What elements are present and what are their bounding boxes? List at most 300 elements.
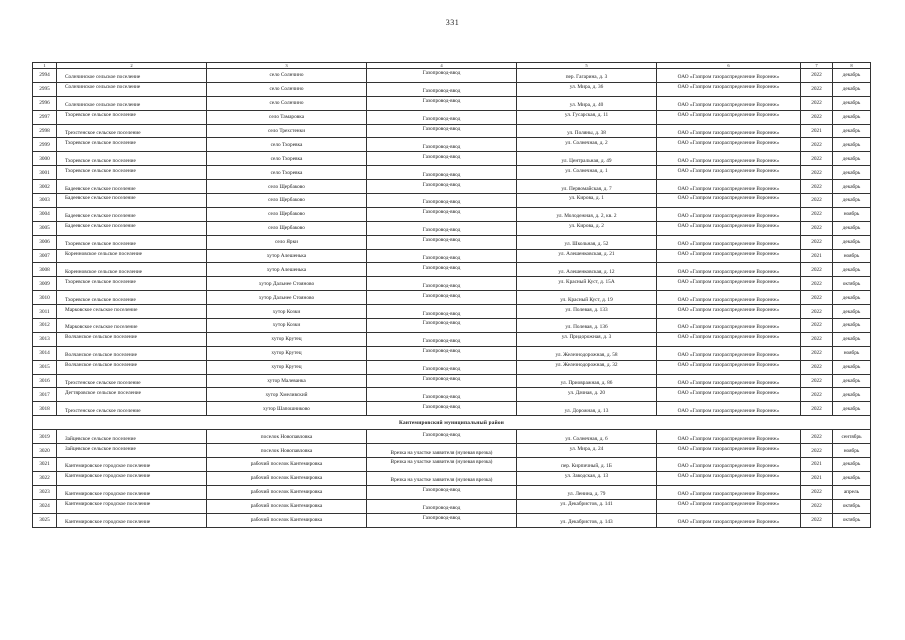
year: 2022 xyxy=(811,239,822,246)
year: 2022 xyxy=(811,447,822,454)
table-row xyxy=(33,360,871,374)
owner-organization-cell xyxy=(657,277,801,291)
infrastructure-object: Газопровод-ввод xyxy=(422,310,461,317)
table-row xyxy=(33,152,871,166)
infrastructure-object-cell xyxy=(367,471,517,485)
owner-organization-cell xyxy=(657,444,801,458)
month-cell xyxy=(833,263,871,277)
settlement-name-cell xyxy=(57,485,207,499)
settlement-name-cell xyxy=(57,96,207,110)
settlement-name-cell xyxy=(57,291,207,305)
table-row xyxy=(33,82,871,96)
locality-name-cell xyxy=(207,249,367,263)
month-cell xyxy=(833,360,871,374)
row-number-cell xyxy=(33,124,57,138)
row-number-cell xyxy=(33,513,57,527)
month: декабрь xyxy=(842,378,861,385)
infrastructure-object: Газопровод-ввод xyxy=(422,171,461,178)
owner-organization-cell xyxy=(657,124,801,138)
month-cell xyxy=(833,388,871,402)
row-number: 3008 xyxy=(39,266,50,273)
infrastructure-object-cell xyxy=(367,124,517,138)
owner-organization-cell xyxy=(657,96,801,110)
locality-name-cell xyxy=(207,513,367,527)
locality-name-cell xyxy=(207,82,367,96)
table-row xyxy=(33,277,871,291)
infrastructure-object-cell xyxy=(367,360,517,374)
year: 2022 xyxy=(811,114,822,121)
owner-organization-cell xyxy=(657,402,801,416)
address: ул. Поляны, д. 38 xyxy=(567,130,606,136)
settlement-name: Кантемировское городское поселение xyxy=(65,501,151,508)
year-cell xyxy=(801,430,833,444)
infrastructure-object: Газопровод-ввод xyxy=(422,70,461,77)
owner-organization: ОАО «Газпром газораспределение Воронеж» xyxy=(677,352,780,359)
month-cell xyxy=(833,96,871,110)
row-number-cell xyxy=(33,305,57,319)
settlement-name: Трехстенское сельское поселение xyxy=(65,130,141,136)
table-row xyxy=(33,110,871,124)
settlement-name-cell xyxy=(57,319,207,333)
month: декабрь xyxy=(842,114,861,121)
infrastructure-object: Газопровод-ввод xyxy=(422,282,461,289)
settlement-name-cell xyxy=(57,305,207,319)
month: декабрь xyxy=(842,475,861,482)
table-row xyxy=(33,69,871,83)
address-cell xyxy=(517,194,657,208)
locality-name: село Тхоревка xyxy=(270,155,303,162)
address-cell xyxy=(517,305,657,319)
infrastructure-object: Газопровод-ввод xyxy=(422,209,461,216)
row-number-cell xyxy=(33,471,57,485)
table-row xyxy=(33,180,871,194)
column-number: 7 xyxy=(801,63,833,69)
row-number-cell xyxy=(33,82,57,96)
address-cell xyxy=(517,291,657,305)
address-cell xyxy=(517,235,657,249)
owner-organization: ОАО «Газпром газораспределение Воронеж» xyxy=(677,324,780,331)
row-number: 3011 xyxy=(39,308,50,315)
month: апрель xyxy=(843,489,860,496)
address: ул. Молодежная, д. 2, кв. 2 xyxy=(556,213,617,220)
owner-organization-cell xyxy=(657,235,801,249)
row-number-cell xyxy=(33,249,57,263)
address-cell xyxy=(517,166,657,180)
month: декабрь xyxy=(842,141,861,148)
year-cell xyxy=(801,346,833,360)
row-number-cell xyxy=(33,96,57,110)
year: 2022 xyxy=(811,183,822,190)
month: декабрь xyxy=(842,322,861,329)
month-cell xyxy=(833,291,871,305)
owner-organization-cell xyxy=(657,360,801,374)
year: 2022 xyxy=(811,336,822,343)
table-row xyxy=(33,319,871,333)
settlement-name-cell xyxy=(57,138,207,152)
row-number: 3015 xyxy=(39,364,50,371)
settlement-name-cell xyxy=(57,374,207,388)
row-number: 2999 xyxy=(39,141,50,148)
locality-name: хутор Козки xyxy=(272,308,301,315)
settlement-name-cell xyxy=(57,194,207,208)
owner-organization-cell xyxy=(657,69,801,83)
locality-name: село Тхоревка xyxy=(270,169,303,176)
infrastructure-object-cell xyxy=(367,138,517,152)
month-cell xyxy=(833,235,871,249)
owner-organization: ОАО «Газпром газораспределение Воронеж» xyxy=(677,213,780,220)
year-cell xyxy=(801,458,833,472)
owner-organization-cell xyxy=(657,82,801,96)
year: 2022 xyxy=(811,197,822,204)
settlement-name: Волчанское сельское поселение xyxy=(65,334,137,341)
locality-name-cell xyxy=(207,207,367,221)
month-cell xyxy=(833,458,871,472)
section-header-row xyxy=(33,416,871,430)
locality-name: хутор Козки xyxy=(272,322,301,329)
row-number: 3024 xyxy=(39,503,50,510)
settlement-name: Трехстенское сельское поселение xyxy=(65,380,141,387)
address: ул. Солнечная, д. 2 xyxy=(565,139,608,146)
year-cell xyxy=(801,110,833,124)
row-number: 2997 xyxy=(39,114,50,121)
settlement-name: Коренновское сельское поселение xyxy=(65,251,143,258)
year-cell xyxy=(801,69,833,83)
infrastructure-object: Газопровод-ввод xyxy=(422,264,461,271)
month: декабрь xyxy=(842,405,861,412)
settlement-name: Коренновское сельское поселение xyxy=(65,268,143,275)
row-number: 3022 xyxy=(39,475,50,482)
owner-organization: ОАО «Газпром газораспределение Воронеж» xyxy=(677,278,780,285)
row-number: 2996 xyxy=(39,100,50,107)
address-cell xyxy=(517,124,657,138)
year: 2022 xyxy=(811,280,822,287)
month-cell xyxy=(833,207,871,221)
settlement-name-cell xyxy=(57,430,207,444)
address-cell xyxy=(517,513,657,527)
month: декабрь xyxy=(842,183,861,190)
year: 2022 xyxy=(811,503,822,510)
infrastructure-object-cell xyxy=(367,346,517,360)
month-cell xyxy=(833,471,871,485)
address: ул. Мира, д. 24 xyxy=(569,445,604,452)
settlement-name-cell xyxy=(57,221,207,235)
owner-organization: ОАО «Газпром газораспределение Воронеж» xyxy=(677,251,780,258)
year: 2022 xyxy=(811,294,822,301)
month: декабрь xyxy=(842,155,861,162)
year: 2022 xyxy=(811,433,822,440)
column-number: 8 xyxy=(833,63,871,69)
year-cell xyxy=(801,124,833,138)
settlement-name-cell xyxy=(57,166,207,180)
infrastructure-object-cell xyxy=(367,485,517,499)
owner-organization-cell xyxy=(657,499,801,513)
infrastructure-object: Газопровод-ввод xyxy=(422,487,461,494)
address-cell xyxy=(517,319,657,333)
locality-name: село Ярки xyxy=(275,239,298,246)
infrastructure-object-cell xyxy=(367,319,517,333)
month-cell xyxy=(833,430,871,444)
owner-organization: ОАО «Газпром газораспределение Воронеж» xyxy=(677,491,780,498)
locality-name: село Трехстенки xyxy=(267,128,306,134)
owner-organization-cell xyxy=(657,263,801,277)
address: ул. Декабристов, д. 141 xyxy=(560,501,613,508)
address-cell xyxy=(517,499,657,513)
locality-name-cell xyxy=(207,96,367,110)
owner-organization-cell xyxy=(657,388,801,402)
owner-organization: ОАО «Газпром газораспределение Воронеж» xyxy=(677,463,780,470)
infrastructure-object: Газопровод-ввод xyxy=(422,116,461,123)
settlement-name: Бадеевское сельское поселение xyxy=(65,195,136,202)
row-number-cell xyxy=(33,235,57,249)
year-cell xyxy=(801,499,833,513)
settlement-name: Бадеевское сельское поселение xyxy=(65,213,136,220)
row-number-cell xyxy=(33,152,57,166)
owner-organization: ОАО «Газпром газораспределение Воронеж» xyxy=(677,130,780,136)
row-number: 2998 xyxy=(39,128,50,134)
locality-name: рабочий поселок Кантемировка xyxy=(250,461,323,468)
locality-name: хутор Хмеливский xyxy=(265,391,308,398)
settlement-name: Трехстенское сельское поселение xyxy=(65,407,141,414)
settlement-name-cell xyxy=(57,277,207,291)
owner-organization: ОАО «Газпром газораспределение Воронеж» xyxy=(677,445,780,452)
row-number-cell xyxy=(33,319,57,333)
table-row xyxy=(33,499,871,513)
owner-organization: ОАО «Газпром газораспределение Воронеж» xyxy=(677,112,780,119)
row-number-cell xyxy=(33,499,57,513)
table-row xyxy=(33,263,871,277)
row-number-cell xyxy=(33,360,57,374)
row-number: 3018 xyxy=(39,405,50,412)
column-number: 4 xyxy=(367,63,517,69)
owner-organization: ОАО «Газпром газораспределение Воронеж» xyxy=(677,102,780,109)
column-number: 6 xyxy=(657,63,801,69)
address: ул. Полевая, д. 133 xyxy=(565,306,608,313)
month: декабрь xyxy=(842,461,861,468)
column-number: 1 xyxy=(33,63,57,69)
address: ул. Первомайская, д. 7 xyxy=(561,185,612,192)
locality-name: село Щербаково xyxy=(268,197,305,204)
infrastructure-object: Врезка на участке заявителя (нулевая врезка) xyxy=(390,449,493,456)
year: 2022 xyxy=(811,350,822,357)
address: ул. Гусарская, д. 11 xyxy=(564,112,609,119)
infrastructure-object-cell xyxy=(367,82,517,96)
column-number: 5 xyxy=(517,63,657,69)
owner-organization: ОАО «Газпром газораспределение Воронеж» xyxy=(677,306,780,313)
address: ул. Декабристов, д. 143 xyxy=(560,519,613,526)
locality-name-cell xyxy=(207,388,367,402)
settlement-name-cell xyxy=(57,124,207,138)
row-number-cell xyxy=(33,485,57,499)
month: ноябрь xyxy=(843,447,860,454)
infrastructure-object-cell xyxy=(367,69,517,83)
infrastructure-object: Газопровод-ввод xyxy=(422,227,461,234)
locality-name-cell xyxy=(207,444,367,458)
row-number: 3019 xyxy=(39,433,50,440)
owner-organization-cell xyxy=(657,471,801,485)
locality-name: рабочий поселок Кантемировка xyxy=(250,475,323,482)
row-number: 3003 xyxy=(39,197,50,204)
locality-name-cell xyxy=(207,430,367,444)
year: 2022 xyxy=(811,405,822,412)
row-number-cell xyxy=(33,291,57,305)
month-cell xyxy=(833,69,871,83)
settlement-name: Зайцевское сельское поселение xyxy=(65,445,136,452)
row-number-cell xyxy=(33,69,57,83)
row-number: 3025 xyxy=(39,517,50,524)
month-cell xyxy=(833,499,871,513)
month: декабрь xyxy=(842,197,861,204)
address: ул. Мира, д. 36 xyxy=(569,84,604,91)
locality-name: хутор Шапошниково xyxy=(263,405,310,412)
owner-organization-cell xyxy=(657,221,801,235)
infrastructure-object-cell xyxy=(367,249,517,263)
address-cell xyxy=(517,485,657,499)
infrastructure-object-cell xyxy=(367,291,517,305)
section-title: Кантемировский муниципальный район xyxy=(33,416,871,430)
infrastructure-object-cell xyxy=(367,374,517,388)
row-number-cell xyxy=(33,346,57,360)
settlement-name: Зайцевское сельское поселение xyxy=(65,435,136,442)
settlement-name: Дегтяровское сельское поселение xyxy=(65,389,141,396)
owner-organization: ОАО «Газпром газораспределение Воронеж» xyxy=(677,167,780,174)
year: 2022 xyxy=(811,169,822,176)
infrastructure-object: Газопровод-ввод xyxy=(422,181,461,188)
owner-organization-cell xyxy=(657,138,801,152)
settlement-name: Кантемировское городское поселение xyxy=(65,519,151,526)
infrastructure-object: Газопровод-ввод xyxy=(422,88,461,95)
row-number: 3023 xyxy=(39,489,50,496)
settlement-name-cell xyxy=(57,332,207,346)
address-cell xyxy=(517,82,657,96)
row-number: 3013 xyxy=(39,336,50,343)
locality-name-cell xyxy=(207,138,367,152)
row-number-cell xyxy=(33,180,57,194)
owner-organization: ОАО «Газпром газораспределение Воронеж» xyxy=(677,519,780,526)
settlement-name: Кантемировское городское поселение xyxy=(65,463,151,470)
row-number: 2995 xyxy=(39,86,50,93)
month: декабрь xyxy=(842,72,861,79)
year: 2022 xyxy=(811,141,822,148)
year: 2022 xyxy=(811,266,822,273)
settlement-name: Тхоревское сельское поселение xyxy=(65,112,136,119)
month: декабрь xyxy=(842,86,861,93)
row-number: 3016 xyxy=(39,378,50,385)
table-row xyxy=(33,374,871,388)
year-cell xyxy=(801,360,833,374)
locality-name-cell xyxy=(207,402,367,416)
address: пер. Гагарина, д. 3 xyxy=(565,74,608,81)
locality-name-cell xyxy=(207,263,367,277)
row-number-cell xyxy=(33,207,57,221)
address: ул. Школьная, д. 52 xyxy=(564,241,609,248)
owner-organization: ОАО «Газпром газораспределение Воронеж» xyxy=(677,501,780,508)
address: ул. Красный Куст, д. 15А xyxy=(558,278,615,285)
settlement-name-cell xyxy=(57,346,207,360)
address: ул. Придорожная, д. 3 xyxy=(561,334,612,341)
settlement-name-cell xyxy=(57,152,207,166)
table-row xyxy=(33,444,871,458)
year-cell xyxy=(801,305,833,319)
settlement-name-cell xyxy=(57,402,207,416)
locality-name: поселок Новопавловка xyxy=(260,433,313,440)
year: 2022 xyxy=(811,86,822,93)
table-row xyxy=(33,138,871,152)
month-cell xyxy=(833,152,871,166)
locality-name: рабочий поселок Кантемировка xyxy=(250,503,323,510)
settlement-name-cell xyxy=(57,471,207,485)
year: 2022 xyxy=(811,322,822,329)
address-cell xyxy=(517,263,657,277)
settlement-name-cell xyxy=(57,110,207,124)
infrastructure-object-cell xyxy=(367,194,517,208)
address-cell xyxy=(517,332,657,346)
settlement-name: Бадеевское сельское поселение xyxy=(65,223,136,230)
locality-name-cell xyxy=(207,471,367,485)
address-cell xyxy=(517,346,657,360)
owner-organization-cell xyxy=(657,458,801,472)
year-cell xyxy=(801,374,833,388)
locality-name: село Тхоревка xyxy=(270,141,303,148)
owner-organization: ОАО «Газпром газораспределение Воронеж» xyxy=(677,362,780,369)
address-cell xyxy=(517,277,657,291)
infrastructure-object: Газопровод-ввод xyxy=(422,126,461,132)
row-number: 3014 xyxy=(39,350,50,357)
year-cell xyxy=(801,319,833,333)
table-row xyxy=(33,471,871,485)
infrastructure-object: Газопровод-ввод xyxy=(422,393,461,400)
locality-name: село Щербаково xyxy=(268,183,305,190)
year: 2022 xyxy=(811,364,822,371)
year-cell xyxy=(801,207,833,221)
address-cell xyxy=(517,138,657,152)
year-cell xyxy=(801,194,833,208)
year: 2022 xyxy=(811,155,822,162)
year: 2022 xyxy=(811,391,822,398)
settlement-name-cell xyxy=(57,263,207,277)
owner-organization-cell xyxy=(657,305,801,319)
table-row xyxy=(33,485,871,499)
settlement-name: Тхоревское сельское поселение xyxy=(65,278,136,285)
table-row xyxy=(33,346,871,360)
month-cell xyxy=(833,221,871,235)
address: ул. Солнечная, д. 1 xyxy=(565,167,608,174)
settlement-name-cell xyxy=(57,69,207,83)
table-row xyxy=(33,124,871,138)
table-row xyxy=(33,388,871,402)
address-cell xyxy=(517,110,657,124)
row-number: 3001 xyxy=(39,169,50,176)
month: октябрь xyxy=(842,517,861,524)
month: декабрь xyxy=(842,266,861,273)
registry-table xyxy=(32,62,871,528)
row-number: 3002 xyxy=(39,183,50,190)
settlement-name-cell xyxy=(57,499,207,513)
month-cell xyxy=(833,194,871,208)
row-number-cell xyxy=(33,221,57,235)
locality-name: хутор Крутец xyxy=(271,364,302,371)
locality-name-cell xyxy=(207,346,367,360)
year: 2022 xyxy=(811,378,822,385)
locality-name: поселок Новопавловка xyxy=(260,447,313,454)
column-number: 3 xyxy=(207,63,367,69)
address: ул. Железнодорожная, д. 58 xyxy=(555,352,618,359)
row-number: 3004 xyxy=(39,211,50,218)
owner-organization: ОАО «Газпром газораспределение Воронеж» xyxy=(677,157,780,164)
month-cell xyxy=(833,138,871,152)
infrastructure-object-cell xyxy=(367,96,517,110)
month: ноябрь xyxy=(843,253,860,260)
infrastructure-object-cell xyxy=(367,235,517,249)
